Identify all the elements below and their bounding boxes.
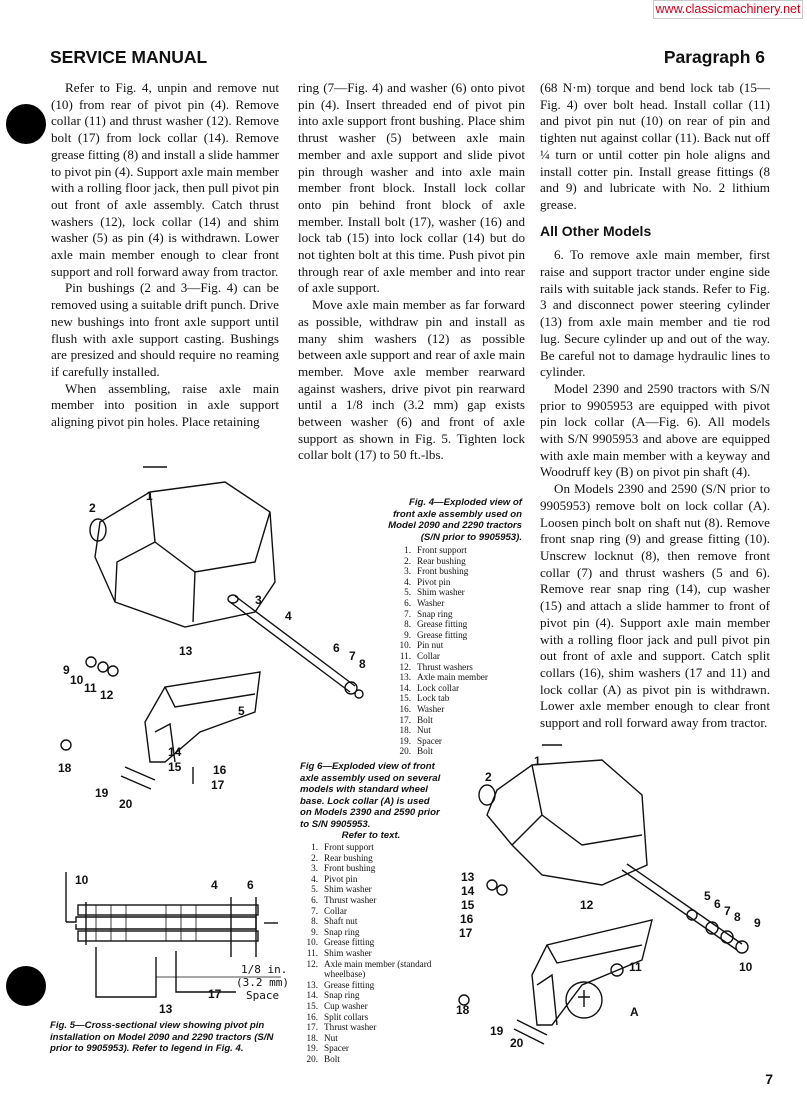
fig4-label-4: 4 [285, 609, 292, 623]
legend-item [300, 916, 460, 927]
fig6-caption-ref: Refer to text. [341, 830, 401, 841]
fig4-label-12: 12 [100, 688, 114, 702]
legend-text: Collar [324, 905, 347, 916]
fig6-label-19: 19 [490, 1024, 504, 1038]
legend-number: 1. [311, 842, 318, 852]
legend-text: Collar [417, 650, 440, 661]
legend-number: 1. [404, 545, 411, 555]
legend-text: Nut [324, 1032, 338, 1043]
legend-number: 5. [311, 884, 318, 895]
fig4-caption: Fig. 4—Exploded view of front axle assembly used on Model 2090 and 2290 tractors (S/N prior to 9905953). [388, 497, 522, 543]
fig6-label-12: 12 [580, 898, 594, 912]
fig5-gap-line3: Space [246, 989, 280, 1002]
legend-number: 13. [399, 672, 411, 683]
fig6-label-15: 15 [461, 898, 475, 912]
fig4-drawing [55, 462, 375, 812]
fig6-drawing [452, 735, 777, 1050]
header-paragraph: Paragraph 6 [663, 47, 765, 67]
legend-item [300, 853, 460, 864]
legend-text: Grease fitting [324, 937, 375, 948]
legend-text: Front bushing [417, 566, 469, 577]
legend-text: Snap ring [324, 926, 360, 937]
legend-item [393, 598, 533, 609]
fig5-caption: Fig. 5—Cross-sectional view showing pivot pin installation on Model 2090 and 2290 tractors (S/N prior to 9905953). Refer to legend in Fig. 4. [50, 1020, 274, 1054]
legend-item [393, 609, 533, 620]
binder-hole-top [6, 104, 46, 144]
legend-item [300, 906, 460, 917]
binder-hole-bottom [6, 966, 46, 1006]
legend-text: Lock collar [417, 682, 460, 693]
legend-text: Front support [324, 842, 374, 852]
fig5-gap-line1: 1/8 in. [241, 963, 288, 976]
legend-number: 14. [306, 990, 318, 1001]
legend-item [300, 948, 460, 959]
legend-item [393, 619, 533, 630]
legend-number: 18. [306, 1032, 318, 1043]
fig4-label-16: 16 [213, 763, 227, 777]
fig4-label-15: 15 [168, 760, 182, 774]
legend-item [300, 1001, 460, 1012]
legend-number: 17. [399, 714, 411, 725]
legend-text: Thrust washer [324, 1022, 377, 1033]
fig4-label-3: 3 [255, 593, 262, 607]
legend-item [300, 884, 460, 895]
legend-number: 17. [306, 1022, 318, 1033]
fig6-label-1: 1 [534, 754, 541, 768]
legend-number: 12. [399, 661, 411, 672]
paragraph: 6. To remove axle main member, first raise and support tractor under engine side rails with suitable jack stands. Refer to Fig. 3 and disconnect power steering cylinder (13) from axle main member and tie rod lug. Secure cylinder up and out of the way. Be careful not to damage hydraulic lines to cylinder. [540, 247, 770, 380]
fig6-caption-text: Fig 6—Exploded view of front axle assembly used on several models with standard wheel base. Lock collar (A) is used on Models 2390 and 2590 prior to S/N 9905953. [300, 761, 441, 830]
legend-item [393, 545, 533, 556]
legend-text: Spacer [324, 1043, 349, 1054]
fig5-label-4: 4 [211, 878, 218, 892]
legend-item [300, 1022, 460, 1033]
legend-text: Washer [417, 703, 445, 714]
legend-number: 10. [399, 640, 411, 651]
legend-text: Bolt [417, 714, 433, 725]
fig4-label-18: 18 [58, 761, 72, 775]
legend-number: 3. [404, 566, 411, 577]
legend-item [300, 1033, 460, 1044]
fig5-gap-line2: (3.2 mm) [236, 976, 289, 989]
legend-text: Lock tab [417, 693, 450, 704]
legend-item [393, 683, 533, 694]
legend-text: Axle main member [417, 672, 488, 683]
legend-number: 15. [399, 693, 411, 704]
header-title: SERVICE MANUAL [50, 47, 208, 67]
fig4-label-19: 19 [95, 786, 109, 800]
fig4-label-8: 8 [359, 657, 366, 671]
fig6-label-2: 2 [485, 770, 492, 784]
legend-number: 19. [399, 735, 411, 746]
legend-item [300, 874, 460, 885]
legend-text: Split collars [324, 1011, 369, 1022]
legend-text: Cup washer [324, 1000, 368, 1011]
legend-item [300, 927, 460, 938]
legend-number: 11. [306, 947, 318, 958]
legend-number: 8. [311, 916, 318, 927]
legend-number: 9. [404, 629, 411, 640]
paragraph: Refer to Fig. 4, unpin and remove nut (10) from rear of pivot pin (4). Remove collar (11) and thrust washer (12). Remove bolt (17) from lock collar (14). Remove grease fitting (8) and install a slide hammer to pivot pin (4). Support axle main member with a rolling floor jack, then pull pivot pin out front of axle assembly. Catch thrust washers (12), lock collar (14) and shim washer (5) as pin (4) is withdrawn. Lower axle main member enough to clear front support and roll forward away from tractor. [51, 80, 279, 279]
fig6-label-6: 6 [714, 897, 721, 911]
legend-item [393, 577, 533, 588]
fig4-label-7: 7 [349, 649, 356, 663]
fig4-label-5: 5 [238, 704, 245, 718]
legend-item [393, 672, 533, 683]
legend-text: Axle main member (standard wheelbase) [324, 958, 432, 980]
legend-number: 15. [306, 1000, 318, 1011]
paragraph: On Models 2390 and 2590 (S/N prior to 9905953) remove bolt on lock collar (A). Loosen pinch bolt on shaft nut (8). Remove front snap ring (9) and grease fitting (10). Unscrew locknut (8), then remove front collar (7) and thrust washers (5 and 6). Remove rear snap ring (14), cup washer (15) and attach a slide hammer to front of pivot pin (4). Support axle main member with a rolling floor jack and pull pivot pin out front of axle and support. Catch split collars (16), shim washers (17 and 11) and lock collar (A) as pivot pin is withdrawn. Lower axle member enough to clear front support and roll forward away from tractor. [540, 481, 770, 731]
text-column-3 [540, 80, 770, 732]
legend-text: Snap ring [324, 990, 360, 1001]
fig5-drawing [56, 867, 289, 1017]
legend-text: Snap ring [417, 608, 453, 619]
legend-item [393, 566, 533, 577]
page-number: 7 [765, 1071, 773, 1087]
fig5-label-6: 6 [247, 878, 254, 892]
fig4-label-9: 9 [63, 663, 70, 677]
fig6-label-16: 16 [460, 912, 474, 926]
legend-item [300, 1012, 460, 1023]
legend-item [300, 1043, 460, 1054]
text-column-2 [298, 80, 525, 464]
legend-number: 10. [306, 937, 318, 948]
legend-text: Front bushing [324, 863, 376, 874]
legend-item [393, 662, 533, 673]
text-column-1 [51, 80, 279, 431]
fig4-label-10: 10 [70, 673, 84, 687]
legend-text: Washer [417, 597, 445, 608]
fig6-label-14: 14 [461, 884, 475, 898]
watermark-url[interactable]: www.classicmachinery.net [653, 0, 803, 19]
legend-number: 7. [311, 905, 318, 916]
fig6-caption [300, 761, 442, 842]
paragraph: Pin bushings (2 and 3—Fig. 4) can be removed using a suitable drift punch. Drive new bushings into front axle support until flush with axle support casting. Bushings are presized and should require no reaming if carefully installed. [51, 280, 279, 379]
fig6-label-18: 18 [456, 1003, 470, 1017]
legend-number: 16. [306, 1011, 318, 1022]
fig5-label-17: 17 [208, 987, 222, 1001]
legend-item [393, 556, 533, 567]
legend-number: 20. [306, 1053, 318, 1064]
legend-text: Shim washer [324, 947, 372, 958]
legend-text: Bolt [324, 1053, 340, 1064]
legend-text: Spacer [417, 735, 442, 746]
legend-number: 19. [306, 1043, 318, 1054]
legend-item [393, 704, 533, 715]
fig4-label-1: 1 [146, 489, 153, 503]
legend-number: 12. [306, 958, 318, 969]
fig4-label-20: 20 [119, 797, 133, 811]
legend-number: 18. [399, 725, 411, 736]
legend-item [393, 651, 533, 662]
legend-text: Shim washer [417, 587, 465, 598]
legend-text: Nut [417, 725, 431, 736]
legend-item [393, 640, 533, 651]
legend-text: Grease fitting [417, 619, 468, 630]
legend-item [300, 895, 460, 906]
legend-number: 6. [404, 597, 411, 608]
legend-number: 20. [399, 746, 411, 757]
fig5-label-13: 13 [159, 1002, 173, 1016]
legend-number: 11. [399, 650, 411, 661]
fig4-label-6: 6 [333, 641, 340, 655]
legend-number: 9. [311, 926, 318, 937]
fig4-legend [393, 545, 533, 757]
legend-item [393, 693, 533, 704]
legend-number: 2. [404, 555, 411, 566]
legend-item [393, 587, 533, 598]
legend-item [300, 1054, 460, 1065]
legend-item [300, 863, 460, 874]
legend-text: Shaft nut [324, 916, 358, 927]
legend-number: 3. [311, 863, 318, 874]
legend-number: 6. [311, 894, 318, 905]
legend-text: Pivot pin [417, 576, 451, 587]
fig6-label-17: 17 [459, 926, 473, 940]
legend-item [300, 980, 460, 991]
legend-text: Thrust washer [324, 894, 377, 905]
fig4-label-17: 17 [211, 778, 225, 792]
legend-text: Pivot pin [324, 873, 358, 884]
fig6-label-20: 20 [510, 1036, 524, 1050]
legend-text: Rear bushing [324, 852, 373, 863]
paragraph: (68 N·m) torque and bend lock tab (15—Fig. 4) over bolt head. Install collar (11) and pivot pin nut (10) on rear of pin and tighten nut against collar (11). Back nut off ¼ turn or until cotter pin hole aligns and install cotter pin. Install grease fittings (8 and 9) and lubricate with No. 2 lithium grease. [540, 80, 770, 212]
legend-text: Grease fitting [324, 979, 375, 990]
fig4-label-2: 2 [89, 501, 96, 515]
paragraph: Move axle main member as far forward as possible, withdraw pin and install as many shim washers (12) as possible between axle support and rear of axle main member. Move axle member rearward against washers, drive pivot pin rearward until a 1/8 inch (3.2 mm) gap exists between washer (6) and front of axle support as shown in Fig. 5. Tighten lock collar bolt (17) to 50 ft.-lbs. [298, 297, 525, 463]
fig6-label-11: 11 [629, 960, 642, 974]
fig6-label-A: A [630, 1005, 639, 1019]
legend-item [393, 715, 533, 726]
legend-number: 4. [311, 873, 318, 884]
section-heading: All Other Models [540, 222, 652, 239]
fig6-label-5: 5 [704, 889, 711, 903]
legend-item [300, 842, 460, 853]
legend-text: Shim washer [324, 884, 372, 895]
legend-text: Grease fitting [417, 629, 468, 640]
legend-text: Rear bushing [417, 555, 466, 566]
legend-number: 7. [404, 608, 411, 619]
fig6-label-10: 10 [739, 960, 753, 974]
fig5-label-10: 10 [75, 873, 89, 887]
fig6-label-8: 8 [734, 910, 741, 924]
legend-text: Front support [417, 545, 467, 555]
legend-item [300, 990, 460, 1001]
legend-number: 4. [404, 576, 411, 587]
legend-text: Thrust washers [417, 661, 473, 672]
legend-number: 5. [404, 587, 411, 598]
fig6-label-7: 7 [724, 904, 731, 918]
paragraph: ring (7—Fig. 4) and washer (6) onto pivot pin (4). Insert threaded end of pivot pin into axle support front bushing. Place shim thrust washer (5) between axle main member and axle support and slide pivot pin through washer and into axle main member front block. Install lock collar onto pin behind front block of axle member. Install bolt (17), washer (16) and lock tab (15) into lock collar (14) but do not tighten bolt at this time. Push pivot pin through rear of axle member and into rear of axle support. [298, 80, 525, 296]
legend-item [300, 937, 460, 948]
legend-number: 14. [399, 682, 411, 693]
legend-number: 8. [404, 619, 411, 630]
paragraph: When assembling, raise axle main member into position in axle support aligning pivot pin holes. Place retaining [51, 380, 279, 430]
fig4-label-14: 14 [168, 745, 182, 759]
legend-number: 16. [399, 703, 411, 714]
fig4-label-11: 11 [84, 681, 97, 695]
legend-item [300, 959, 460, 980]
fig4-label-13: 13 [179, 644, 193, 658]
paragraph: Model 2390 and 2590 tractors with S/N prior to 9905953 are equipped with pivot pin lock collar (A—Fig. 6). All models with S/N 9905953 and above are equipped with axle main member with a keyway and Woodruff key (B) on pivot pin shaft (4). [540, 380, 770, 480]
fig6-label-9: 9 [754, 916, 761, 930]
legend-text: Pin nut [417, 640, 444, 651]
legend-number: 2. [311, 852, 318, 863]
legend-item [393, 630, 533, 641]
legend-text: Bolt [417, 746, 433, 757]
legend-number: 13. [306, 979, 318, 990]
fig6-label-13: 13 [461, 870, 475, 884]
fig6-legend [300, 842, 460, 1064]
